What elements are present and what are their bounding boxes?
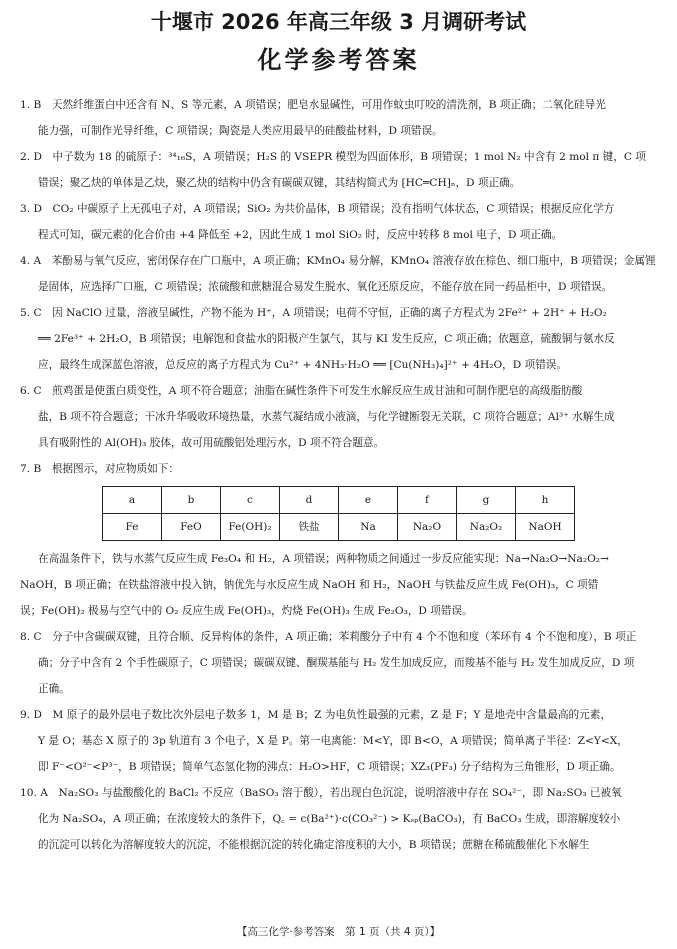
answer-line: 具有吸附性的 Al(OH)₃ 胶体，故可用硫酸铝处理污水，D 项不符合题意。	[38, 437, 385, 449]
answer-item-5	[20, 300, 660, 378]
answer-item-9	[20, 702, 660, 780]
answer-line: 误；Fe(OH)₂ 极易与空气中的 O₂ 反应生成 Fe(OH)₃，灼烧 Fe(OH)₃ 生成 Fe₂O₃，D 项错误。	[20, 605, 473, 617]
table-cell: h	[516, 487, 575, 514]
answer-line: 10. A Na₂SO₃ 与盐酸酸化的 BaCl₂ 不反应（BaSO₃ 溶于酸），若出现白色沉淀，说明溶液中存在 SO₄²⁻，即 Na₂SO₃ 已被氧	[20, 787, 622, 799]
answer-line: 正确。	[38, 683, 70, 695]
answer-item-6	[20, 378, 660, 456]
answer-line: 是固体，应选择广口瓶，C 项错误；浓硫酸和蔗糖混合易发生脱水、氧化还原反应，不能存放在同一药品柜中，D 项错误。	[38, 281, 613, 293]
table-cell: 铁盐	[280, 514, 339, 541]
answer-line: 化为 Na₂SO₄，A 项正确；在浓度较大的条件下，Q꜀ = c(Ba²⁺)·c(CO₃²⁻) > Kₛₚ(BaCO₃)，有 BaCO₃ 生成，即溶解度较小	[38, 813, 621, 825]
answer-line: NaOH，B 项正确；在铁盐溶液中投入钠，钠优先与水反应生成 NaOH 和 H₂，NaOH 与铁盐反应生成 Fe(OH)₃，C 项错	[20, 579, 599, 591]
substance-table	[102, 486, 575, 541]
answer-line: 的沉淀可以转化为溶解度较大的沉淀，不能根据沉淀的转化确定溶度积的大小，B 项错误；蔗糖在稀硫酸催化下水解生	[38, 839, 590, 851]
answer-line: Y 是 O；基态 X 原子的 3p 轨道有 3 个电子，X 是 P。第一电离能：M<Y，即 B<O，A 项错误；简单离子半径：Z<Y<X，	[38, 735, 628, 747]
table-row	[103, 514, 575, 541]
answer-line: 确；分子中含有 2 个手性碳原子，C 项错误；碳碳双键、酮羰基能与 H₂ 发生加成反应，而羧基不能与 H₂ 发生加成反应，D 项	[38, 657, 635, 669]
answer-line: 1. B 天然纤维蛋白中还含有 N、S 等元素，A 项错误；肥皂水显碱性，可用作蚊虫叮咬的清洗剂，B 项正确；二氧化硅导光	[20, 99, 606, 111]
answer-line: 应，最终生成深蓝色溶液，总反应的离子方程式为 Cu²⁺ + 4NH₃·H₂O ══ [Cu(NH₃)₄]²⁺ + 4H₂O，D 项错误。	[38, 359, 567, 371]
answer-key-title: 化学参考答案	[257, 46, 420, 74]
table-cell: d	[280, 487, 339, 514]
table-cell: f	[398, 487, 457, 514]
table-cell: Na₂O₂	[457, 514, 516, 541]
substance-table-wrapper	[20, 486, 660, 538]
table-cell: Fe	[103, 514, 162, 541]
answer-line: 2. D 中子数为 18 的硫原子：³⁴₁₆S，A 项错误；H₂S 的 VSEPR 模型为四面体形，B 项错误；1 mol N₂ 中含有 2 mol π 键，C 项	[20, 151, 647, 163]
answer-line: 4. A 苯酚易与氧气反应，密闭保存在广口瓶中，A 项正确；KMnO₄ 易分解，KMnO₄ 溶液存放在棕色、细口瓶中，B 项错误；金属锂	[20, 255, 656, 267]
answer-item-1	[20, 92, 660, 144]
answer-item-2	[20, 144, 660, 196]
answer-line: ══ 2Fe³⁺ + 2H₂O，B 项错误；电解饱和食盐水的阳极产生氯气，其与 KI 发生反应，C 项正确；依题意，硫酸铜与氨水反	[38, 333, 615, 345]
table-cell: NaOH	[516, 514, 575, 541]
table-cell: Fe(OH)₂	[221, 514, 280, 541]
answer-line: 6. C 煎鸡蛋是使蛋白质变性，A 项不符合题意；油脂在碱性条件下可发生水解反应生成甘油和可制作肥皂的高级脂肪酸	[20, 385, 583, 397]
answer-line: 3. D CO₂ 中碳原子上无孤电子对，A 项错误；SiO₂ 为共价晶体，B 项错误；没有指明气体状态，C 项错误；根据反应化学方	[20, 203, 615, 215]
answer-line: 8. C 分子中含碳碳双键，且符合顺、反异构体的条件，A 项正确；苯莉酸分子中有 4 个不饱和度（苯环有 4 个不饱和度），B 项正	[20, 631, 637, 643]
answer-item-7	[20, 456, 660, 624]
table-cell: FeO	[162, 514, 221, 541]
answer-line: 即 F⁻<O²⁻<P³⁻，B 项错误；简单气态氢化物的沸点：H₂O>HF，C 项错误；XZ₃(PF₃) 分子结构为三角锥形，D 项正确。	[38, 761, 621, 773]
answer-item-8	[20, 624, 660, 702]
answer-content	[20, 92, 660, 858]
answer-line: 在高温条件下，铁与水蒸气反应生成 Fe₃O₄ 和 H₂，A 项错误；两种物质之间通过一步反应能实现：Na→Na₂O→Na₂O₂→	[38, 553, 609, 565]
page-footer: 【高三化学·参考答案 第 1 页（共 4 页）】	[236, 926, 441, 938]
table-cell: e	[339, 487, 398, 514]
table-cell: b	[162, 487, 221, 514]
answer-line: 程式可知，碳元素的化合价由 +4 降低至 +2，因此生成 1 mol SiO₂ 时，反应中转移 8 mol 电子，D 项正确。	[38, 229, 563, 241]
table-cell: Na	[339, 514, 398, 541]
table-header-row	[103, 487, 575, 514]
table-cell: a	[103, 487, 162, 514]
answer-line: 盐，B 项不符合题意；干冰升华吸收环境热量，水蒸气凝结成小液滴，与化学键断裂无关联，C 项符合题意；Al³⁺ 水解生成	[38, 411, 615, 423]
answer-item-10	[20, 780, 660, 858]
answer-item-3	[20, 196, 660, 248]
answer-line: 9. D M 原子的最外层电子数比次外层电子数多 1，M 是 B；Z 为电负性最强的元素，Z 是 F；Y 是地壳中含量最高的元素，	[20, 709, 611, 721]
exam-title: 十堰市 2026 年高三年级 3 月调研考试	[150, 10, 527, 34]
answer-item-4	[20, 248, 660, 300]
answer-line: 能力强，可制作光导纤维，C 项错误；陶瓷是人类应用最早的硅酸盐材料，D 项错误。	[38, 125, 443, 137]
answer-line: 7. B 根据图示，对应物质如下：	[20, 463, 179, 475]
answer-line: 错误；聚乙炔的单体是乙炔，聚乙炔的结构中仍含有碳碳双键，其结构简式为 ⁅HC═CH⁆ₙ，D 项正确。	[38, 177, 521, 189]
answer-line: 5. C 因 NaClO 过量，溶液呈碱性，产物不能为 H⁺，A 项错误；电荷不守恒，正确的离子方程式为 2Fe²⁺ + 2H⁺ + H₂O₂	[20, 307, 607, 319]
table-cell: g	[457, 487, 516, 514]
table-cell: Na₂O	[398, 514, 457, 541]
table-cell: c	[221, 487, 280, 514]
